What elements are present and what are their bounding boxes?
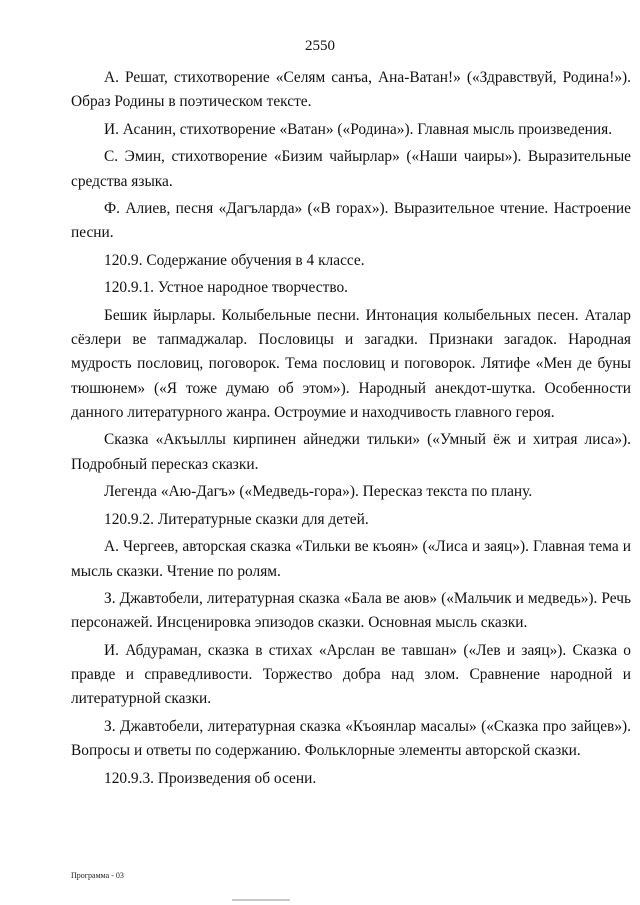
scan-mark [232, 899, 290, 901]
paragraph: И. Абдураман, сказка в стихах «Арслан ве тавшан» («Лев и заяц»). Сказка о правде и справедливости. Торжество добра над злом. Сравнение народной и литературной сказки. [71, 641, 631, 708]
subsection-heading: 120.9.3. Произведения об осени. [104, 769, 317, 787]
paragraph: И. Асанин, стихотворение «Ватан» («Родина»). Главная мысль произведения. [104, 120, 613, 138]
paragraph: А. Решат, стихотворение «Селям санъа, Ана-Ватан!» («Здравствуй, Родина!»). Образ Родины в поэтическом тексте. [71, 69, 631, 111]
footer-label: Программа - 03 [71, 871, 124, 880]
paragraph: Сказка «Акъыллы кирпинен айнеджи тильки» («Умный ёж и хитрая лиса»). Подробный пересказ сказки. [71, 431, 631, 473]
paragraph: З. Джавтобели, литературная сказка «Бала ве аюв» («Мальчик и медведь»). Речь персонажей. Инсценировка эпизодов сказки. Основная мысль сказки. [71, 590, 631, 632]
paragraph: Бешик йырлары. Колыбельные песни. Интонация колыбельных песен. Аталар сёзлери ве тапмаджалар. Пословицы и загадки. Признаки загадок. Народная мудрость пословиц, поговорок. Тема пословиц и поговорок. Лятифе «Мен де буны тюшюнем» («Я тоже думаю об этом»). Народный анекдот-шутка. Особенности данного литературного жанра. Остроумие и находчивость главного героя. [71, 306, 631, 421]
paragraph: С. Эмин, стихотворение «Бизим чайырлар» («Наши чаиры»). Выразительные средства языка. [71, 148, 631, 190]
paragraph: Ф. Алиев, песня «Дагъларда» («В горах»). Выразительное чтение. Настроение песни. [71, 200, 631, 242]
paragraph: А. Чергеев, авторская сказка «Тильки ве къоян» («Лиса и заяц»). Главная тема и мысль сказки. Чтение по ролям. [71, 538, 631, 580]
subsection-heading: 120.9.2. Литературные сказки для детей. [104, 510, 369, 528]
paragraph: З. Джавтобели, литературная сказка «Къоянлар масалы» («Сказка про зайцев»). Вопросы и ответы по содержанию. Фольклорные элементы авторской сказки. [71, 717, 631, 760]
page-number: 2550 [305, 38, 335, 54]
document-body [71, 66, 631, 794]
section-heading: 120.9. Содержание обучения в 4 классе. [104, 251, 365, 269]
paragraph: Легенда «Аю-Дагъ» («Медведь-гора»). Пересказ текста по плану. [104, 483, 533, 501]
subsection-heading: 120.9.1. Устное народное творчество. [104, 279, 349, 297]
